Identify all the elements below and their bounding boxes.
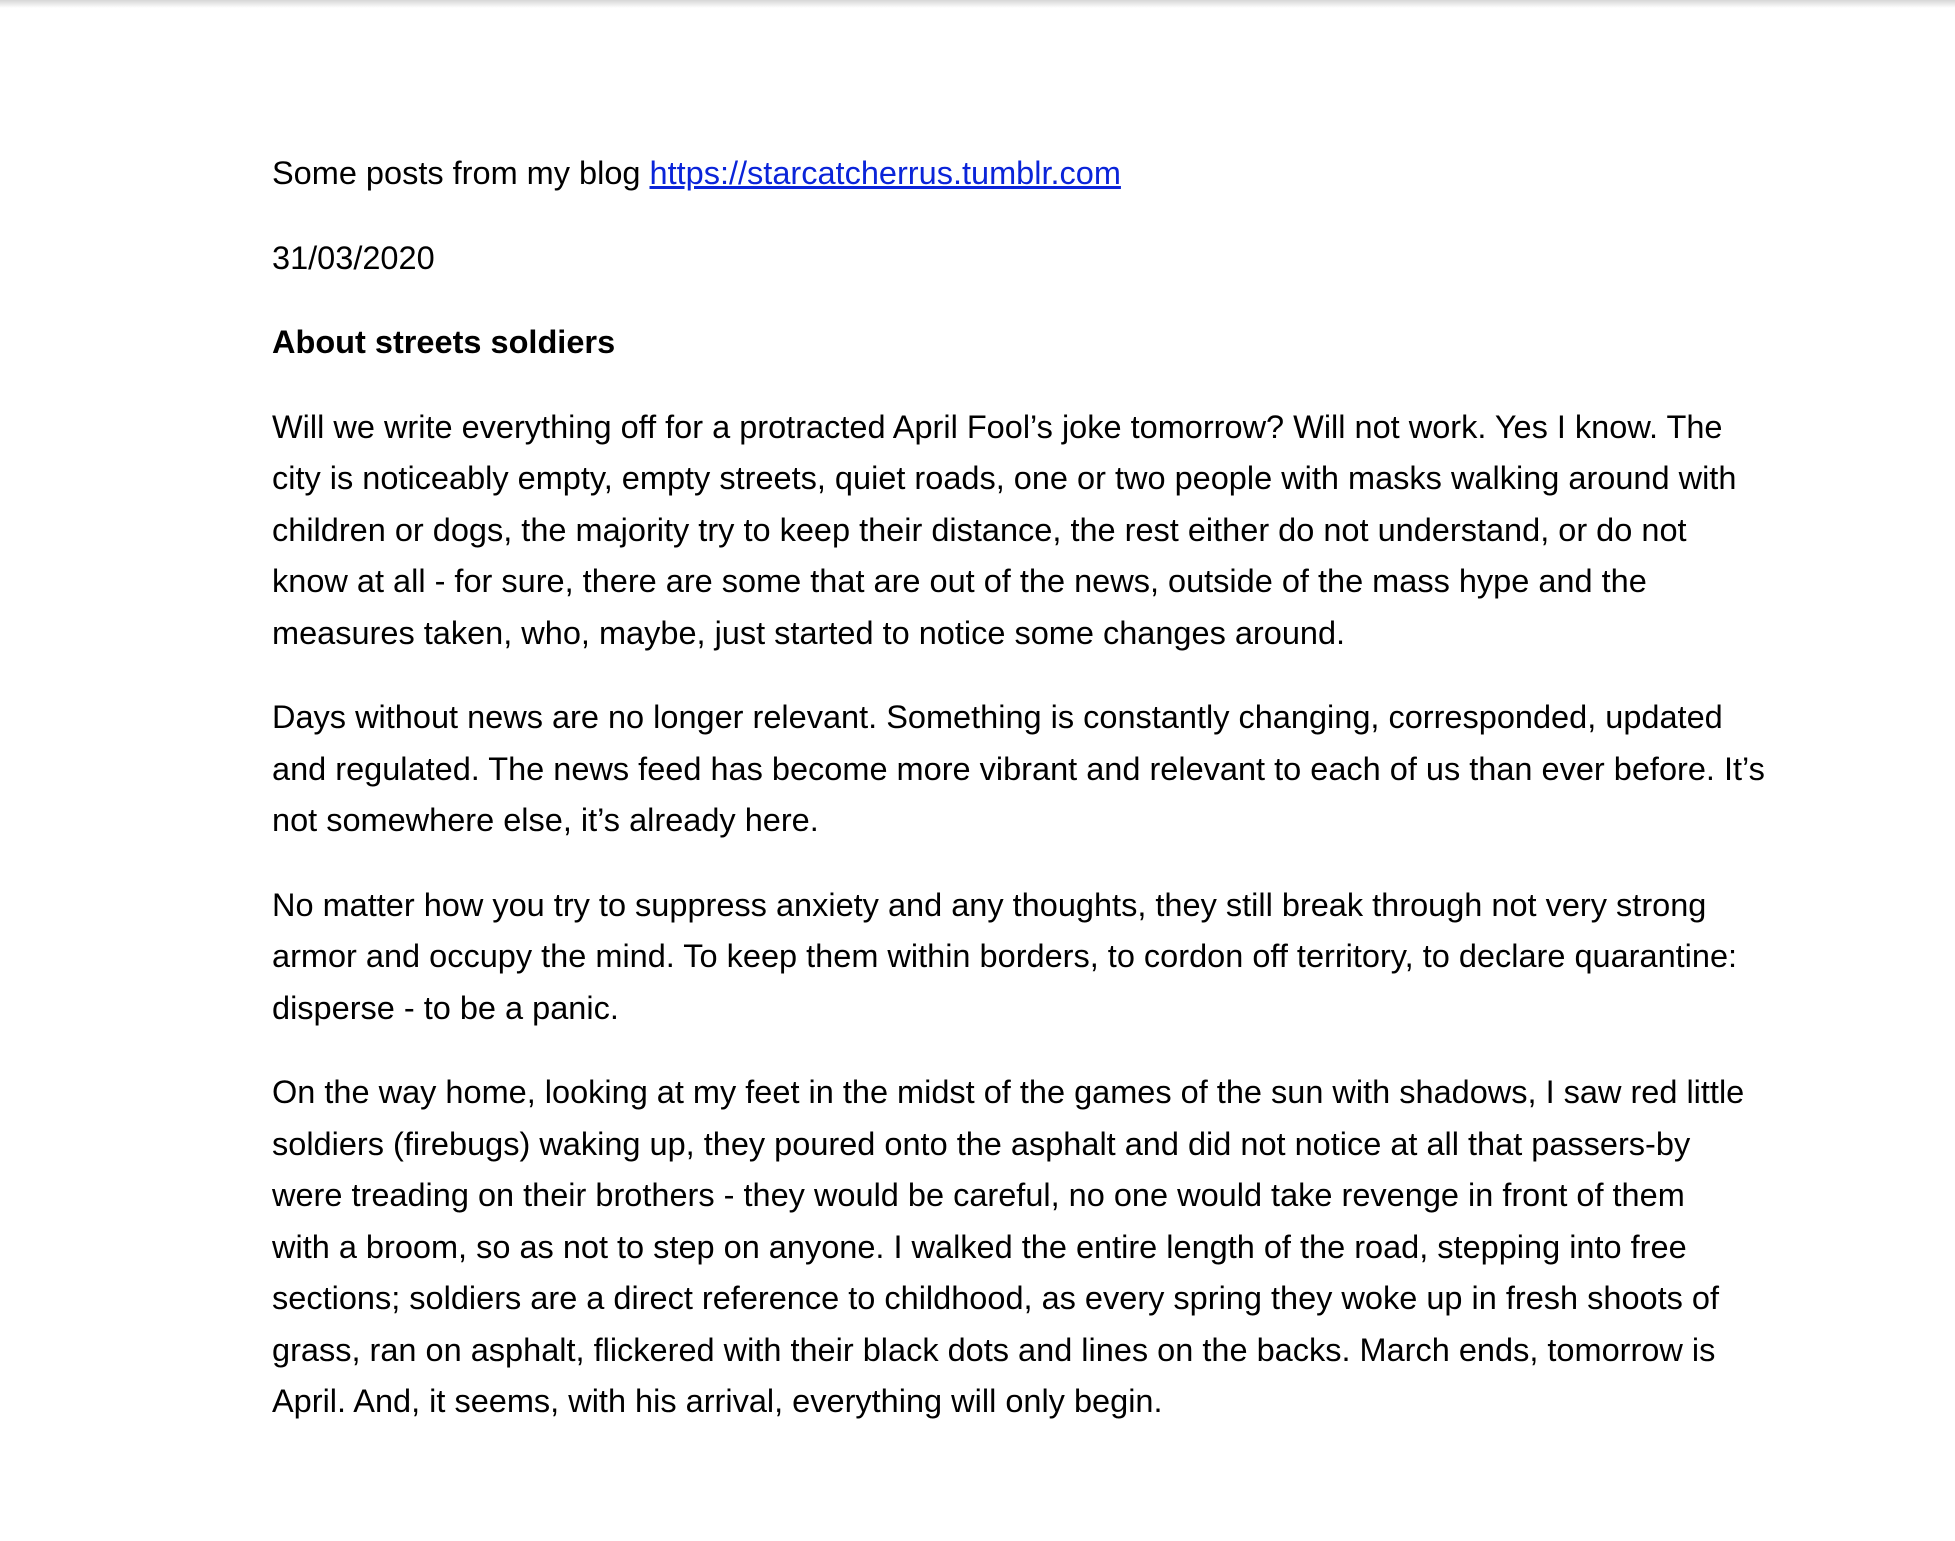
- blog-intro-line: [272, 148, 1832, 200]
- post-date: 31/03/2020: [272, 239, 435, 276]
- document-page: [272, 148, 1832, 1461]
- post-paragraph-1: Will we write everything off for a protracted April Fool’s joke tomorrow? Will not work. Yes I know. The city is noticeably empty, empty streets, quiet roads, one or two people with masks walking around with children or dogs, the majority try to keep their distance, the rest either do not understand, or do not know at all - for sure, there are some that are out of the news, outside of the mass hype and the measures taken, who, maybe, just started to notice some changes around.: [272, 408, 1737, 651]
- post-paragraph-2: Days without news are no longer relevant. Something is constantly changing, corresponded, updated and regulated. The news feed has become more vibrant and relevant to each of us than ever before. It’s not somewhere else, it’s already here.: [272, 699, 1765, 838]
- blog-intro-text: Some posts from my blog: [272, 155, 650, 191]
- post-paragraph-4: On the way home, looking at my feet in the midst of the games of the sun with shadows, I saw red little soldiers (firebugs) waking up, they poured onto the asphalt and did not notice at all that passers-by were treading on their brothers - they would be careful, no one would take revenge in front of them with a broom, so as not to step on anyone. I walked the entire length of the road, stepping into free sections; soldiers are a direct reference to childhood, as every spring they woke up in fresh shoots of grass, ran on asphalt, flickered with their black dots and lines on the backs. March ends, tomorrow is April. And, it seems, with his arrival, everything will only begin.: [272, 1074, 1745, 1419]
- post-title: About streets soldiers: [272, 324, 616, 360]
- post-paragraph-3: No matter how you try to suppress anxiety and any thoughts, they still break through not very strong armor and occupy the mind. To keep them within borders, to cordon off territory, to declare quarantine: disperse - to be a panic.: [272, 886, 1738, 1026]
- window-top-shadow: [0, 0, 1955, 8]
- blog-link[interactable]: https://starcatcherrus.tumblr.com: [649, 155, 1121, 191]
